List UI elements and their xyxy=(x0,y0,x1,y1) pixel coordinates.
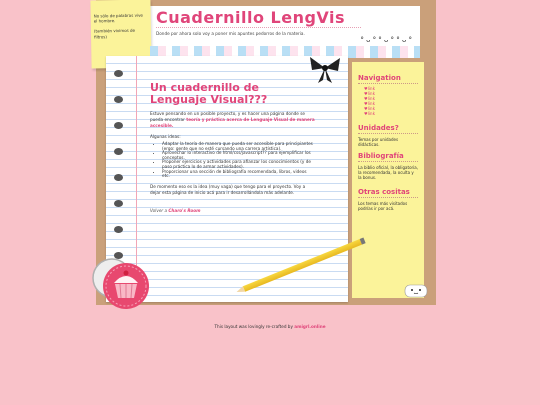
nav-link[interactable]: ♥ link xyxy=(364,92,418,97)
nav-link[interactable]: ♥ link xyxy=(364,97,418,102)
notebook-hole xyxy=(114,70,123,77)
notebook-hole xyxy=(114,148,123,155)
otras-cositas-section xyxy=(358,188,418,211)
notebook-hole xyxy=(114,200,123,207)
nav-link[interactable]: ♥ link xyxy=(364,87,418,92)
site-subtitle: Donde por ahora solo voy a poner mis apuntes pedorros de la materia. xyxy=(156,31,305,36)
notebook-hole xyxy=(114,226,123,233)
idea-item: • Aprovechar lo interactivo de html/css/javascript?? para ejemplificar los conceptos. xyxy=(162,151,315,160)
navigation-list xyxy=(358,87,418,116)
cupcake-sticker xyxy=(90,256,150,316)
navigation-section xyxy=(358,74,418,116)
idea-item: • Adaptar la teoría de manera que pueda ser accesible para principiantes (ergo: gente que no esté cursando una carrera artística). xyxy=(162,142,315,151)
notebook-hole xyxy=(114,122,123,129)
post-ideas-heading: Algunas ideas: xyxy=(150,134,181,139)
navigation-title: Navigation xyxy=(358,74,418,84)
bibliografia-section xyxy=(358,152,418,180)
notebook-hole xyxy=(114,96,123,103)
ideas-list xyxy=(162,142,315,179)
kawaii-faces-decoration: ° ᴗ ° ° ᴗ ° ° ᴗ ° xyxy=(360,36,412,44)
nav-link[interactable]: ♥ link xyxy=(364,107,418,112)
site-title[interactable]: Cuadernillo LengVis xyxy=(156,8,346,27)
post-footer xyxy=(150,208,315,213)
post-intro xyxy=(150,111,315,129)
otras-cositas-text: Los temas más visitados podrías ir por acá. xyxy=(358,201,408,211)
post-footer-prefix: Volver a xyxy=(150,207,169,213)
sticky-note-text: No sólo de palabras vive el hombre. xyxy=(93,12,143,24)
charos-room-link[interactable]: Charo's Room xyxy=(168,207,201,213)
bibliografia-title[interactable]: Bibliografía xyxy=(358,152,418,162)
otras-cositas-title[interactable]: Otras cositas xyxy=(358,188,418,198)
nav-link[interactable]: ♥ link xyxy=(364,102,418,107)
sticky-note-subtext: (también vivimos de filtros) xyxy=(93,28,136,40)
post-content xyxy=(150,82,315,213)
post-closing: De momento eso es la idea (muy vaga) que tengo para el proyecto. Voy a dejar esta página de inicio acá para ir desarrollándola más adelante. xyxy=(150,183,306,195)
post-title: Un cuadernillo de Lenguaje Visual??? xyxy=(150,81,268,106)
credit-text: This layout was lovingly re-crafted by xyxy=(214,324,295,329)
unidades-text: Temas por unidades didácticas. xyxy=(358,137,399,147)
post-intro-text: Estuve pensando en un posible proyecto, y es hacer una página donde se pueda encontrar xyxy=(150,111,305,122)
idea-item: • Proporcionar una sección de bibliografía recomendada, libros, videos etc. xyxy=(162,170,315,179)
credit-author-link[interactable]: amigrl.online xyxy=(294,324,326,329)
idea-item: • Proponer ejercicios y actividades para afianzar los conocimientos (y de paso práctica lo de armar actividades). xyxy=(162,160,315,169)
nav-link[interactable]: ♥ link xyxy=(364,112,418,117)
site-header xyxy=(150,6,420,47)
unidades-section xyxy=(358,124,418,147)
notebook-holes xyxy=(114,70,123,278)
sidebar xyxy=(352,62,424,298)
title-underline xyxy=(156,27,361,28)
unidades-title[interactable]: Unidades? xyxy=(358,124,418,134)
bibliografia-text: La biblio oficial, la obligatoria, la recomendada, la oculta y la bonus. xyxy=(358,165,418,180)
post-highlight-link[interactable]: teoría y práctica acerca de Lenguaje Visual de manera accesible. xyxy=(150,117,315,128)
kawaii-tape-decoration xyxy=(404,282,428,298)
notebook-hole xyxy=(114,174,123,181)
black-bow-decoration xyxy=(306,54,344,84)
footer-credit xyxy=(0,324,540,329)
